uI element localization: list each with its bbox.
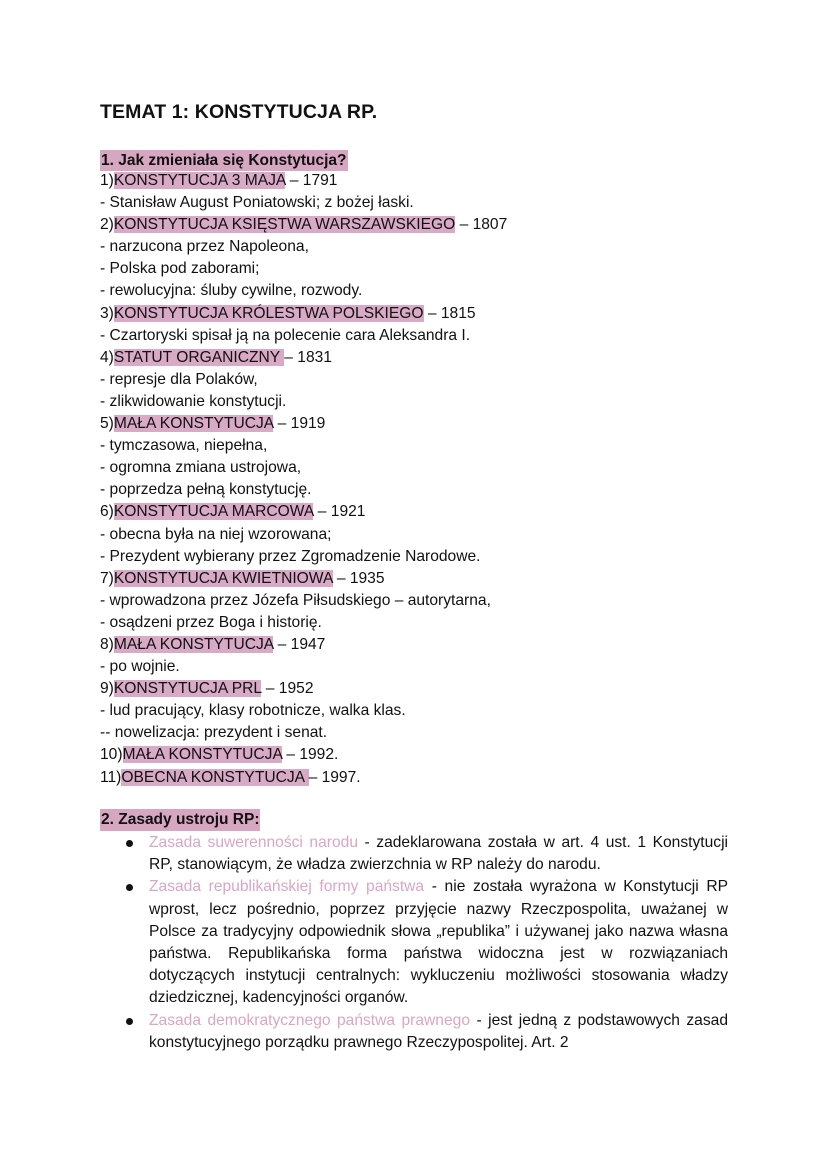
principle-term: Zasada demokratycznego państwa prawnego [149,1011,471,1029]
entry-number: 1) [100,172,114,189]
bullet-icon [126,884,133,891]
entry-year: – 1952 [261,680,314,698]
entry-name: MAŁA KONSTYTUCJA [113,635,274,653]
entry-year: – 1807 [455,216,508,234]
principle-item [100,1010,728,1054]
entry-number: 5) [100,415,114,433]
entry-note: - zlikwidowanie konstytucji. [100,392,287,410]
entry-note: - Stanisław August Poniatowski; z bożej łaski. [100,194,414,212]
constitution-entry [100,413,507,435]
entry-year: – 1992. [282,746,339,764]
entry-note: - Czartoryski spisał ją na polecenie cara Aleksandra I. [100,326,471,344]
entry-number: 6) [100,503,114,521]
principle-item [100,876,728,1009]
principles-list [100,832,728,1054]
entry-year: – 1815 [423,304,476,322]
entry-year: – 1947 [273,635,326,653]
entry-note: - osądzeni przez Boga i historię. [100,613,322,631]
entry-note: - poprzedza pełną konstytucję. [100,481,312,499]
principle-item [100,832,728,876]
entry-number: 4) [100,348,114,366]
bullet-icon [126,840,133,847]
entry-note: - Prezydent wybierany przez Zgromadzenie Narodowe. [100,547,481,565]
entry-name: MAŁA KONSTYTUCJA [113,415,274,433]
entry-name: STATUT ORGANICZNY [113,348,285,366]
entry-year: – 1831 [284,348,332,366]
entry-note: - ogromna zmiana ustrojowa, [100,459,302,477]
constitution-entry [100,568,507,590]
entry-name: OBECNA KONSTYTUCJA [121,768,309,786]
constitution-entry [100,347,507,369]
entry-name: KONSTYTUCJA KSIĘSTWA WARSZAWSKIEGO [113,216,456,234]
principle-text: - nie została wyrażona w Konstytucji RP wprost, lecz pośrednio, poprzez przyjęcie nazwy Rzeczpospolita, uważanej w Polsce za tradycyjny odpowiednik słowa „republika” i używanej jako nazwa własna państwa. Republikańska forma państwa widoczna jest w rozwiązaniach dotyczących instytucji centralnych: wykluczeniu możliwości stosowania władzy dziedzicznej, kadencyjności organów. [149,878,728,1007]
constitution-entry [100,170,507,192]
entry-number: 11) [100,768,122,786]
constitution-entry [100,634,507,656]
constitution-entry [100,767,507,789]
entry-note: - wprowadzona przez Józefa Piłsudskiego – autorytarna, [100,591,491,609]
entry-name: KONSTYTUCJA MARCOWA [113,503,314,521]
entry-year: – 1921 [313,503,366,521]
entry-year: – 1791 [285,172,338,189]
constitution-entry [100,678,507,700]
entry-note: - obecna była na niej wzorowana; [100,525,332,543]
entry-note: - rewolucyjna: śluby cywilne, rozwody. [100,282,363,300]
entry-note: -- nowelizacja: prezydent i senat. [100,724,328,742]
page-title: TEMAT 1: KONSTYTUCJA RP. [100,101,378,123]
entry-note: - lud pracujący, klasy robotnicze, walka klas. [100,702,406,720]
entry-number: 9) [100,680,114,698]
principle-text: - zadeklarowana została w art. 4 ust. 1 Konstytucji RP, stanowiącym, że władza zwierzchnia w RP należy do narodu. [149,834,728,874]
entry-year: – 1919 [273,415,326,433]
entry-note: - represje dla Polaków, [100,370,258,388]
principle-text: - jest jedną z podstawowych zasad konstytucyjnego porządku prawnego Rzeczypospolitej. Art. 2 [149,1011,728,1051]
constitution-entry [100,214,507,236]
entry-number: 3) [100,304,114,322]
constitution-entry [100,501,507,523]
entry-number: 7) [100,569,114,587]
entry-note: - tymczasowa, niepełna, [100,437,268,455]
entry-number: 10) [100,746,123,764]
principle-term: Zasada republikańskiej formy państwa [149,878,425,896]
entry-name: KONSTYTUCJA PRL [113,680,262,698]
entry-note: - narzucona przez Napoleona, [100,238,309,256]
entry-name: KONSTYTUCJA KRÓLESTWA POLSKIEGO [113,304,424,322]
entry-number: 8) [100,635,114,653]
constitution-entry [100,744,507,766]
principle-term: Zasada suwerenności narodu [149,834,358,851]
entry-name: MAŁA KONSTYTUCJA [122,746,282,764]
entry-year: – 1997. [308,768,361,786]
section-2-heading: 2. Zasady ustroju RP: [100,809,260,831]
entry-note: - po wojnie. [100,658,180,676]
entry-note: - Polska pod zaborami; [100,260,260,278]
constitution-list [100,170,507,789]
bullet-icon [126,1018,133,1025]
constitution-entry [100,303,507,325]
entry-name: KONSTYTUCJA KWIETNIOWA [113,569,333,587]
section-1-heading: 1. Jak zmieniała się Konstytucja? [101,152,347,169]
entry-name: KONSTYTUCJA 3 MAJA [113,172,286,189]
entry-number: 2) [100,216,114,234]
entry-year: – 1935 [332,569,385,587]
